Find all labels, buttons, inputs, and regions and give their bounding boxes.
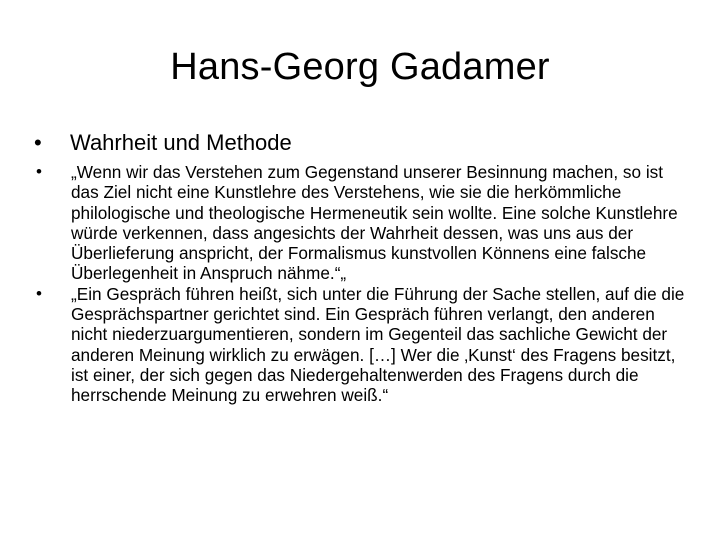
heading-text: Wahrheit und Methode: [70, 130, 292, 155]
quote-item: [34, 162, 694, 284]
slide-title: Hans-Georg Gadamer: [170, 46, 550, 88]
heading-bullet: [34, 128, 684, 158]
quote-text: „Wenn wir das Verstehen zum Gegenstand unserer Besinnung machen, so ist das Ziel nicht eine Kunstlehre des Verstehens, wie sie die herkömmliche philologische und theologische Hermeneutik sein wollte. Eine solche Kunstlehre würde verkennen, dass angesichts der Wahrheit dessen, was uns aus der Überlieferung anspricht, der Formalismus kunstvollen Könnens eine falsche Überlegenheit in Anspruch nähme.“„: [71, 162, 678, 284]
bullet-icon: •: [34, 130, 42, 155]
bullet-icon: •: [36, 162, 42, 181]
quote-text: „Ein Gespräch führen heißt, sich unter die Führung der Sache stellen, auf die die Gesprächspartner gerichtet sind. Ein Gespräch führen verlangt, den anderen nicht niederzuargumentieren, sondern im Gegenteil das sachliche Gewicht der anderen Meinung wirklich zu erwägen. […] Wer die ‚Kunst‘ des Fragens besitzt, ist einer, der sich gegen das Niedergehaltenwerden des Fragens durch die herrschende Meinung zu erwehren weiß.“: [71, 283, 685, 406]
bullet-icon: •: [36, 283, 42, 303]
quote-list: [34, 162, 694, 406]
quote-item: [34, 284, 694, 406]
